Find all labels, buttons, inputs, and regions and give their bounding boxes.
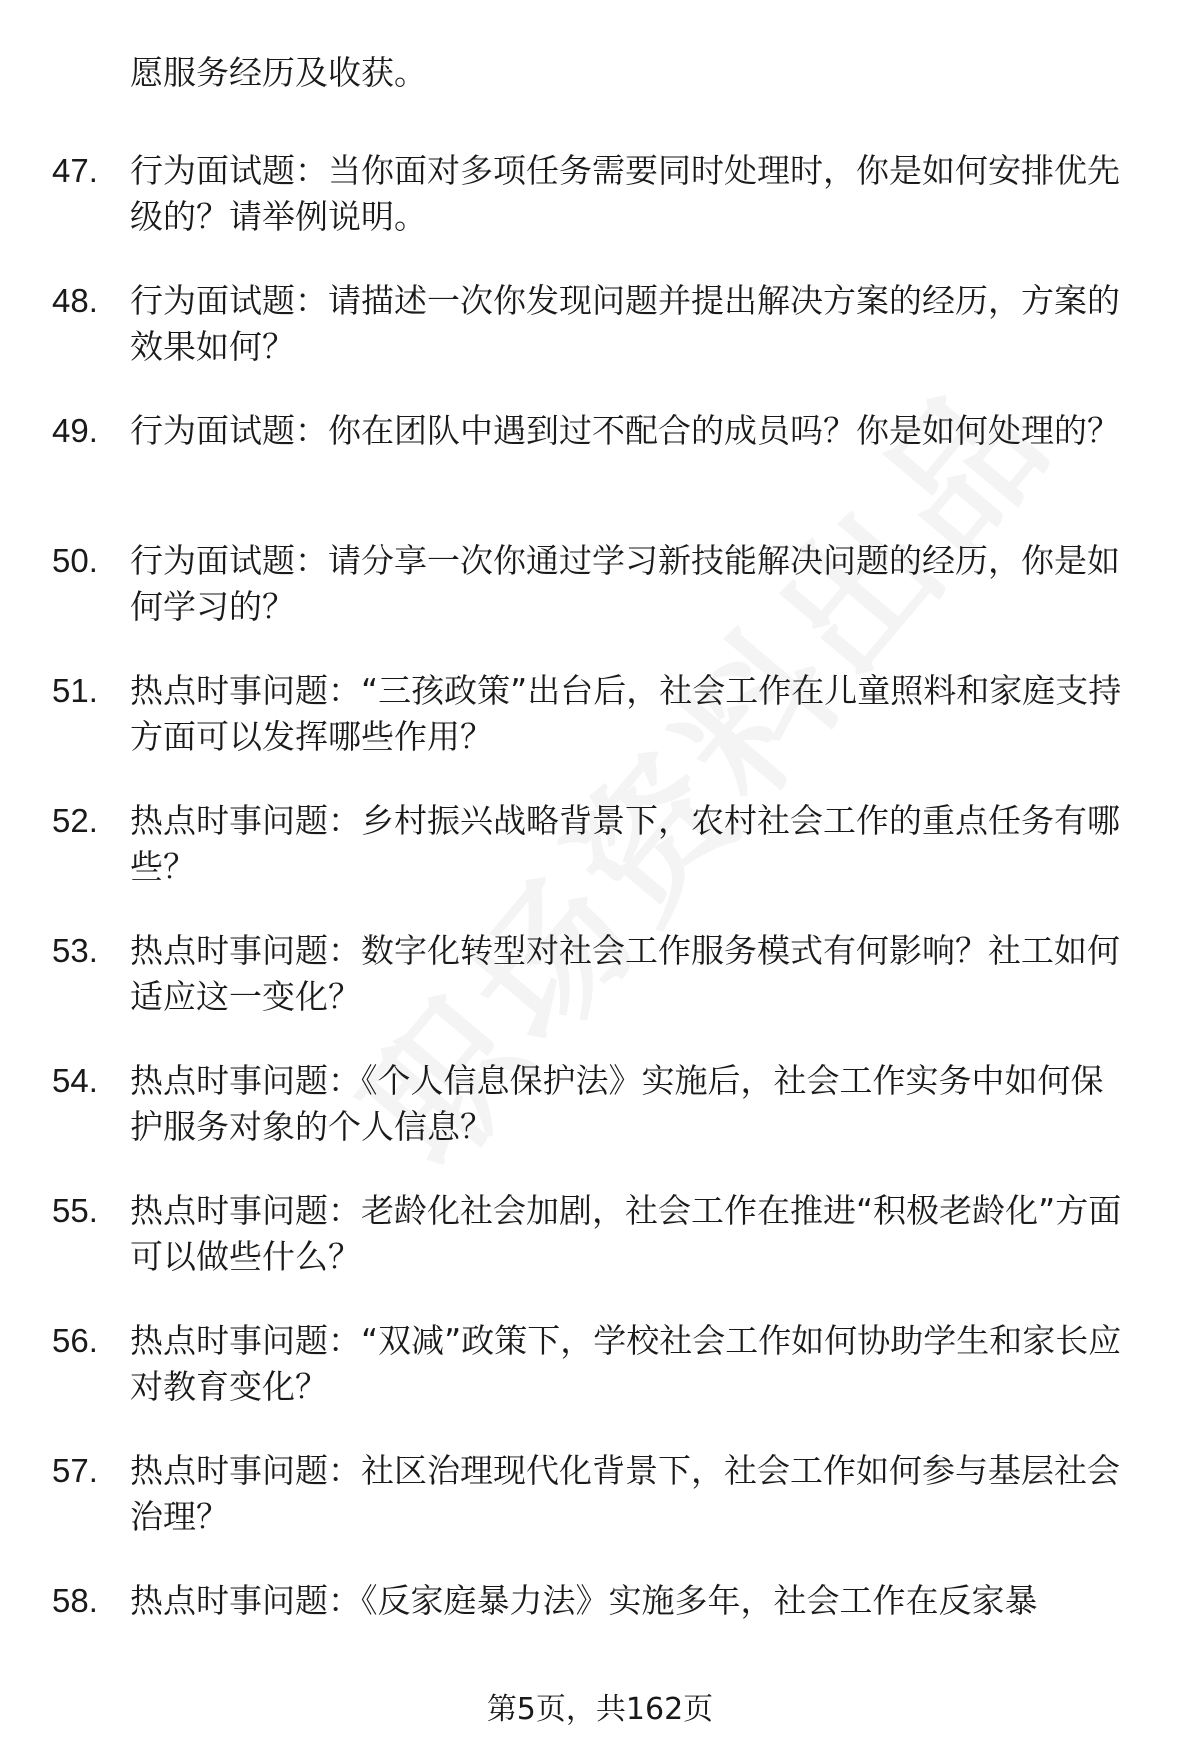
item-text: 行为面试题：当你面对多项任务需要同时处理时，你是如何安排优先级的？请举例说明。 xyxy=(130,151,1120,236)
item-text: 热点时事问题：“双减”政策下，学校社会工作如何协助学生和家长应对教育变化？ xyxy=(130,1321,1122,1406)
list-item xyxy=(52,408,1142,538)
item-text: 热点时事问题：社区治理现代化背景下，社会工作如何参与基层社会治理？ xyxy=(130,1451,1120,1536)
item-number: 57. xyxy=(52,1452,98,1489)
item-number: 55. xyxy=(52,1192,98,1229)
item-text: 热点时事问题：《反家庭暴力法》实施多年，社会工作在反家暴 xyxy=(130,1581,1038,1620)
list-item xyxy=(52,1448,1142,1578)
list-item xyxy=(52,148,1142,278)
list-item xyxy=(52,1318,1142,1448)
list-item xyxy=(52,798,1142,928)
list-item xyxy=(52,928,1142,1058)
item-number: 53. xyxy=(52,932,98,969)
item-number: 47. xyxy=(52,152,98,189)
item-number: 49. xyxy=(52,412,98,449)
item-text: 行为面试题：请描述一次你发现问题并提出解决方案的经历，方案的效果如何？ xyxy=(130,281,1120,366)
continuation-text: 愿服务经历及收获。 xyxy=(130,53,427,92)
list-item xyxy=(52,1578,1142,1708)
item-text: 行为面试题：你在团队中遇到过不配合的成员吗？你是如何处理的？ xyxy=(130,411,1120,450)
page-footer: 第5页，共162页 xyxy=(486,1692,714,1727)
item-text: 热点时事问题：“三孩政策”出台后，社会工作在儿童照料和家庭支持方面可以发挥哪些作用？ xyxy=(130,671,1122,756)
list-item xyxy=(52,278,1142,408)
list-item xyxy=(52,1188,1142,1318)
item-number: 58. xyxy=(52,1582,98,1619)
item-number: 50. xyxy=(52,542,98,579)
item-number: 54. xyxy=(52,1062,98,1099)
item-number: 51. xyxy=(52,672,98,709)
item-text: 热点时事问题：《个人信息保护法》实施后，社会工作实务中如何保护服务对象的个人信息？ xyxy=(130,1061,1104,1146)
item-text: 行为面试题：请分享一次你通过学习新技能解决问题的经历，你是如何学习的？ xyxy=(130,541,1120,626)
list-item xyxy=(52,538,1142,668)
item-text: 热点时事问题：乡村振兴战略背景下，农村社会工作的重点任务有哪些？ xyxy=(130,801,1120,886)
question-list xyxy=(52,148,1142,1708)
item-text: 热点时事问题：数字化转型对社会工作服务模式有何影响？社工如何适应这一变化？ xyxy=(130,931,1120,1016)
item-text: 热点时事问题：老龄化社会加剧，社会工作在推进“积极老龄化”方面可以做些什么？ xyxy=(130,1191,1122,1276)
item-number: 56. xyxy=(52,1322,98,1359)
item-number: 48. xyxy=(52,282,98,319)
item-number: 52. xyxy=(52,802,98,839)
list-item xyxy=(52,1058,1142,1188)
list-item xyxy=(52,668,1142,798)
